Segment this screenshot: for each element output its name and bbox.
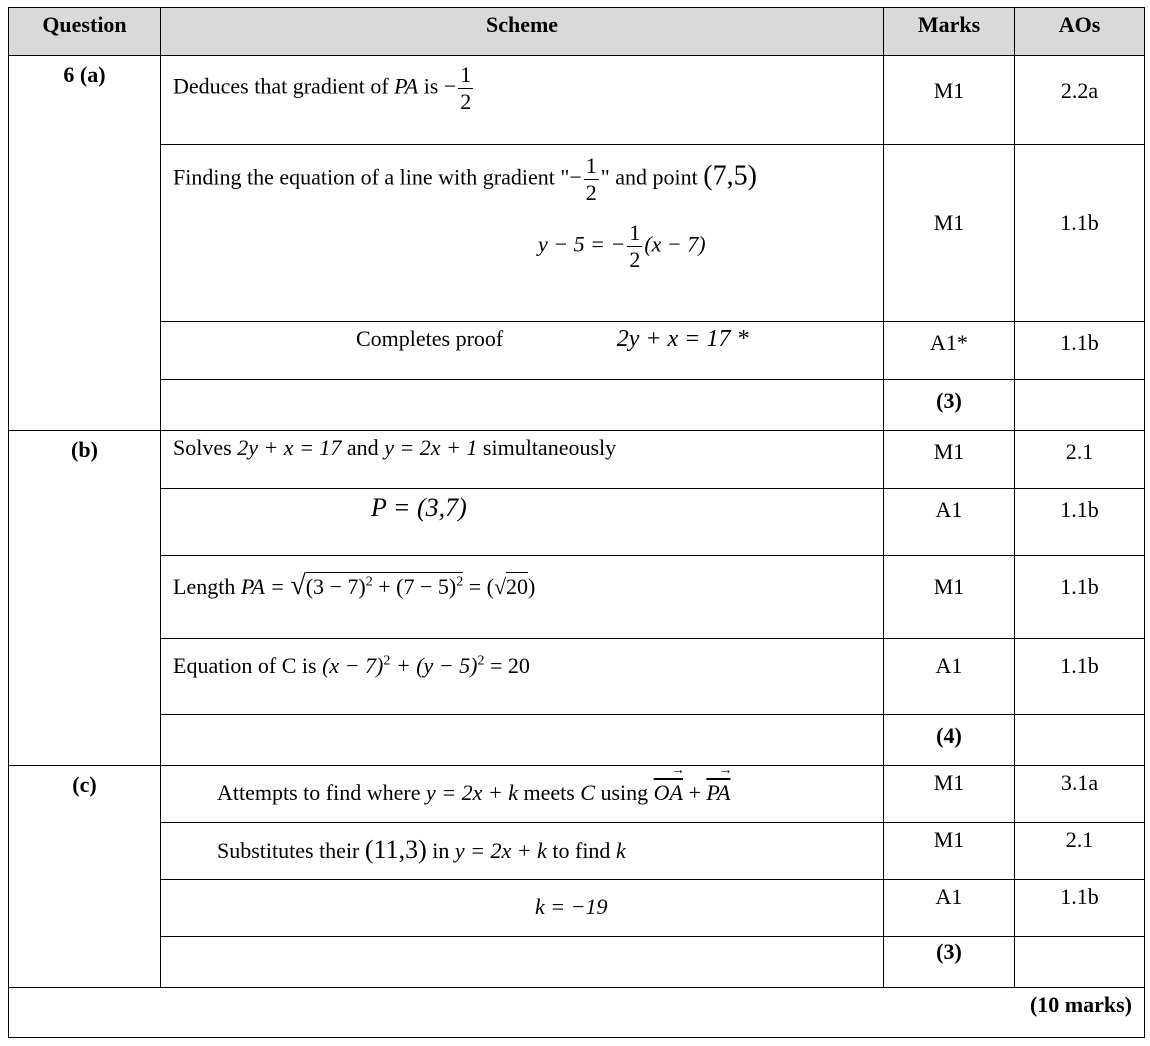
marks-cell: M1	[884, 556, 1015, 639]
header-aos: AOs	[1015, 8, 1145, 56]
scheme-cell	[161, 380, 884, 431]
marks-cell: A1	[884, 489, 1015, 556]
scheme-cell: Completes proof 2y + x = 17 *	[161, 322, 884, 380]
marks-cell: A1	[884, 639, 1015, 715]
scheme-cell: k = −19	[161, 880, 884, 937]
ao-cell: 2.1	[1015, 823, 1145, 880]
header-question: Question	[9, 8, 161, 56]
ao-cell: 1.1b	[1015, 880, 1145, 937]
table-row	[9, 639, 1145, 715]
grand-total: (10 marks)	[9, 988, 1145, 1038]
ao-cell: 1.1b	[1015, 145, 1145, 322]
marks-cell: M1	[884, 145, 1015, 322]
table-row	[9, 823, 1145, 880]
scheme-cell	[161, 937, 884, 988]
table-row	[9, 56, 1145, 145]
question-label-c: (c)	[9, 766, 161, 988]
marks-total-c: (3)	[884, 937, 1015, 988]
marks-cell: M1	[884, 766, 1015, 823]
table-row	[9, 937, 1145, 988]
table-row	[9, 145, 1145, 322]
ao-cell: 1.1b	[1015, 489, 1145, 556]
question-label-b: (b)	[9, 431, 161, 766]
table-row	[9, 322, 1145, 380]
ao-cell	[1015, 715, 1145, 766]
marks-total-b: (4)	[884, 715, 1015, 766]
scheme-cell	[161, 715, 884, 766]
table-row	[9, 556, 1145, 639]
table-row	[9, 766, 1145, 823]
ao-cell: 1.1b	[1015, 556, 1145, 639]
scheme-cell: P = (3,7)	[161, 489, 884, 556]
header-marks: Marks	[884, 8, 1015, 56]
header-row	[9, 8, 1145, 56]
table-row	[9, 380, 1145, 431]
marks-cell: M1	[884, 56, 1015, 145]
marks-cell: M1	[884, 823, 1015, 880]
question-label-6a: 6 (a)	[9, 56, 161, 431]
marks-cell: A1	[884, 880, 1015, 937]
mark-scheme-table	[8, 7, 1145, 1038]
table-row	[9, 431, 1145, 489]
ao-cell: 1.1b	[1015, 639, 1145, 715]
scheme-cell: Length PA = $√(3 - 7)^2 + (7 - 5)^2 = (√20)$	[161, 556, 884, 639]
table-row	[9, 489, 1145, 556]
scheme-cell: Substitutes their (11,3) in y = 2x + k to find k	[161, 823, 884, 880]
ao-cell	[1015, 380, 1145, 431]
scheme-cell: Equation of C is $(x - 7)^2 + (y - 5)^2 = 20$	[161, 639, 884, 715]
ao-cell	[1015, 937, 1145, 988]
marks-cell: M1	[884, 431, 1015, 489]
ao-cell: 3.1a	[1015, 766, 1145, 823]
ao-cell: 1.1b	[1015, 322, 1145, 380]
marks-total-a: (3)	[884, 380, 1015, 431]
scheme-cell: Deduces that gradient of PA is − $\frac{1}{2}$	[161, 56, 884, 145]
ao-cell: 2.2a	[1015, 56, 1145, 145]
total-row	[9, 988, 1145, 1038]
marks-cell: A1*	[884, 322, 1015, 380]
scheme-cell: Attempts to find where y = 2x + k meets C using $\overline{OA}$ → + $\overline{PA}$ →	[161, 766, 884, 823]
ao-cell: 2.1	[1015, 431, 1145, 489]
table-row	[9, 880, 1145, 937]
scheme-cell: Solves 2y + x = 17 and y = 2x + 1 simultaneously	[161, 431, 884, 489]
header-scheme: Scheme	[161, 8, 884, 56]
table-row	[9, 715, 1145, 766]
scheme-cell: Finding the equation of a line with gradient "− $\frac{1}{2}$ " and point (7,5) y − 5 = − $\frac{1}{2}$ (x − 7)	[161, 145, 884, 322]
